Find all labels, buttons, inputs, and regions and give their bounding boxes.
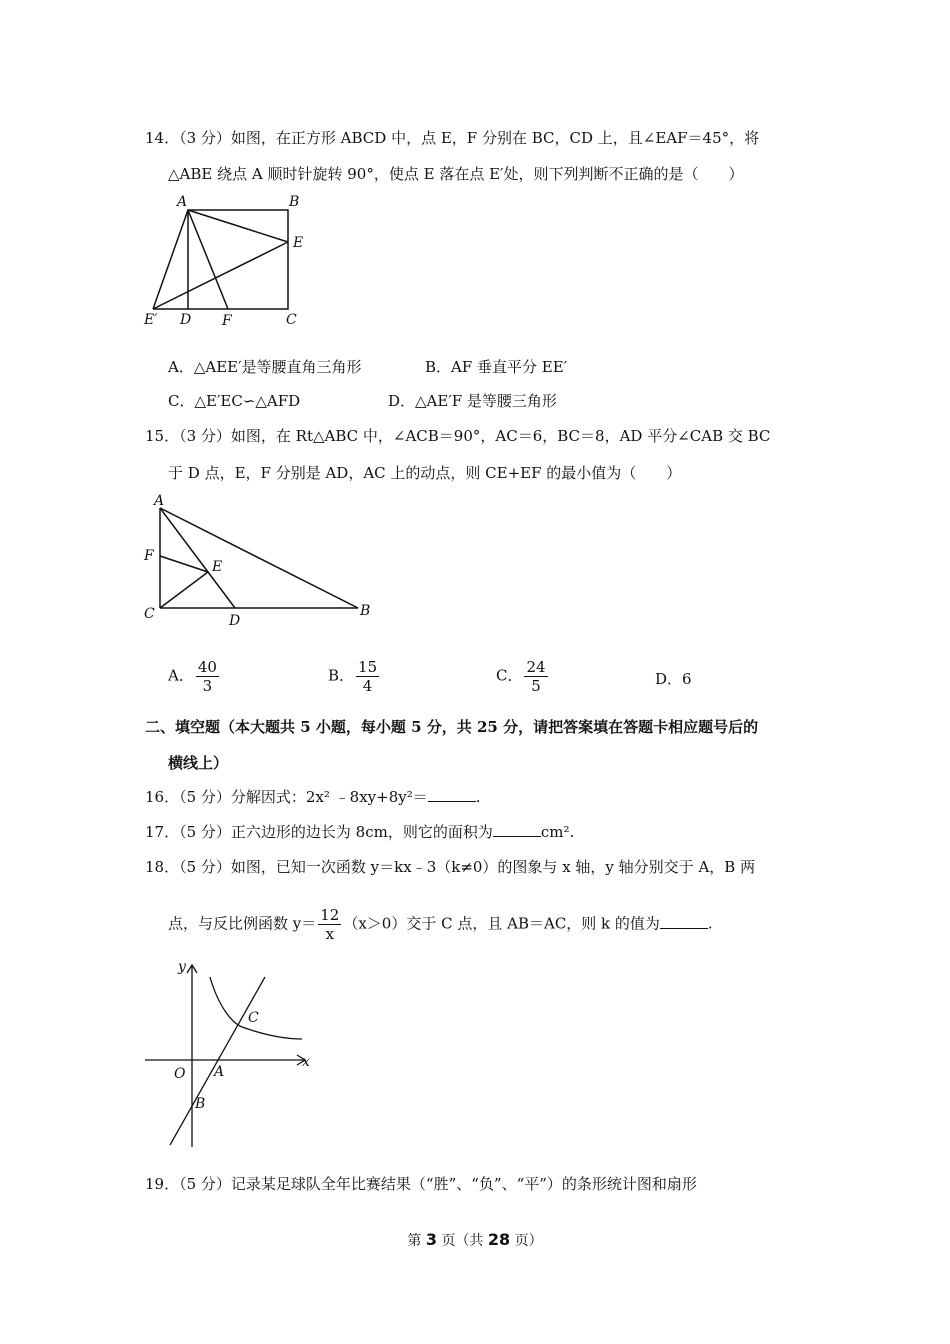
- numerator: 12: [320, 906, 340, 924]
- denominator: x: [325, 925, 335, 943]
- q14-label-e-prime: E′: [144, 312, 158, 328]
- q15-option-a: [168, 658, 221, 695]
- q18-line1: 18．（5 分）如图，已知一次函数 y＝kx﹣3（k≠0）的图象与 x 轴，y 轴分别交于 A，B 两: [145, 858, 756, 876]
- footer-prefix: 第: [407, 1233, 422, 1249]
- q15-option-a-fraction: [196, 658, 219, 695]
- page-footer: [0, 1230, 950, 1250]
- page-number: 3: [425, 1230, 437, 1249]
- section2-heading-line1: 二、填空题（本大题共 5 小题，每小题 5 分，共 25 分，请把答案填在答题卡相应题号后的: [145, 718, 759, 736]
- q14-option-d: D．△AE′F 是等腰三角形: [388, 392, 557, 410]
- denominator: 3: [202, 677, 213, 695]
- denominator: 5: [531, 677, 541, 695]
- q15-option-a-label: A．: [168, 666, 194, 685]
- q15-label-f: F: [144, 548, 154, 564]
- q15-label-b: B: [360, 603, 371, 619]
- q18-line2-c: .: [707, 914, 713, 933]
- q14-label-b: B: [289, 194, 300, 210]
- footer-mid: 页（共: [441, 1233, 484, 1249]
- q16-text-b: .: [475, 788, 481, 806]
- q15-option-b: [328, 658, 381, 695]
- q14-option-a: A．△AEE′是等腰直角三角形: [168, 358, 362, 376]
- section2-heading-line2: 横线上）: [168, 754, 229, 772]
- q18-figure: [140, 955, 320, 1155]
- q18-label-b: B: [195, 1096, 206, 1112]
- q18-line2-a: 点，与反比例函数 y＝: [168, 914, 317, 933]
- q15-option-c-label: C．: [496, 666, 523, 685]
- footer-suffix: 页）: [514, 1233, 543, 1249]
- numerator: 24: [526, 658, 546, 676]
- q14-option-b: B．AF 垂直平分 EE′: [425, 358, 568, 376]
- q14-label-e: E: [293, 235, 304, 251]
- numerator: 15: [358, 658, 378, 676]
- q19-line1: 19．（5 分）记录某足球队全年比赛结果（“胜”、“负”、“平”）的条形统计图和扇形: [145, 1175, 697, 1193]
- q18-label-c: C: [248, 1010, 259, 1026]
- denominator: 4: [362, 677, 373, 695]
- q17-answer-blank[interactable]: [493, 822, 541, 837]
- numerator: 40: [197, 658, 217, 676]
- q15-label-a: A: [154, 493, 165, 509]
- q16-text: [145, 787, 481, 807]
- q14-label-d: D: [180, 312, 192, 328]
- q15-option-c: [496, 658, 550, 695]
- q18-label-a: A: [214, 1064, 225, 1080]
- q18-answer-blank[interactable]: [660, 914, 708, 929]
- q16-text-a: 16．（5 分）分解因式：2x² ﹣8xy+8y²＝: [145, 788, 428, 806]
- q18-label-x: x: [302, 1054, 310, 1070]
- q14-label-a: A: [177, 194, 188, 210]
- q15-option-d: D．6: [655, 670, 692, 688]
- q18-label-y: y: [178, 959, 186, 975]
- q18-fraction: [318, 906, 341, 943]
- q14-figure: [140, 190, 310, 335]
- q18-line2: [168, 906, 713, 943]
- q15-label-e: E: [212, 559, 223, 575]
- q14-option-c: C．△E′EC∽△AFD: [168, 392, 301, 410]
- q15-line1: 15．（3 分）如图，在 Rt△ABC 中，∠ACB＝90°，AC＝6，BC＝8，AD 平分∠CAB 交 BC: [145, 427, 771, 445]
- page-total: 28: [487, 1230, 511, 1249]
- q17-text-b: cm².: [540, 823, 575, 841]
- q18-line2-b: （x＞0）交于 C 点，且 AB＝AC，则 k 的值为: [343, 914, 660, 933]
- q15-label-c: C: [144, 606, 155, 622]
- q15-option-b-label: B．: [328, 666, 355, 685]
- q15-option-b-fraction: [356, 658, 379, 695]
- q14-label-c: C: [286, 312, 297, 328]
- q17-text-a: 17．（5 分）正六边形的边长为 8cm，则它的面积为: [145, 823, 493, 841]
- q14-line2: △ABE 绕点 A 顺时针旋转 90°，使点 E 落在点 E′处，则下列判断不正确的是（ ）: [168, 165, 744, 183]
- q16-answer-blank[interactable]: [428, 787, 476, 802]
- q14-label-f: F: [222, 313, 232, 329]
- q15-line2: 于 D 点，E，F 分别是 AD，AC 上的动点，则 CE+EF 的最小值为（ ）: [168, 464, 682, 482]
- q18-label-o: O: [174, 1066, 186, 1082]
- q15-figure: [140, 490, 380, 630]
- q15-option-c-fraction: [524, 658, 547, 695]
- q15-label-d: D: [229, 613, 241, 629]
- q14-line1: 14．（3 分）如图，在正方形 ABCD 中，点 E，F 分别在 BC，CD 上，且∠EAF＝45°，将: [145, 129, 760, 147]
- q17-text: [145, 822, 574, 842]
